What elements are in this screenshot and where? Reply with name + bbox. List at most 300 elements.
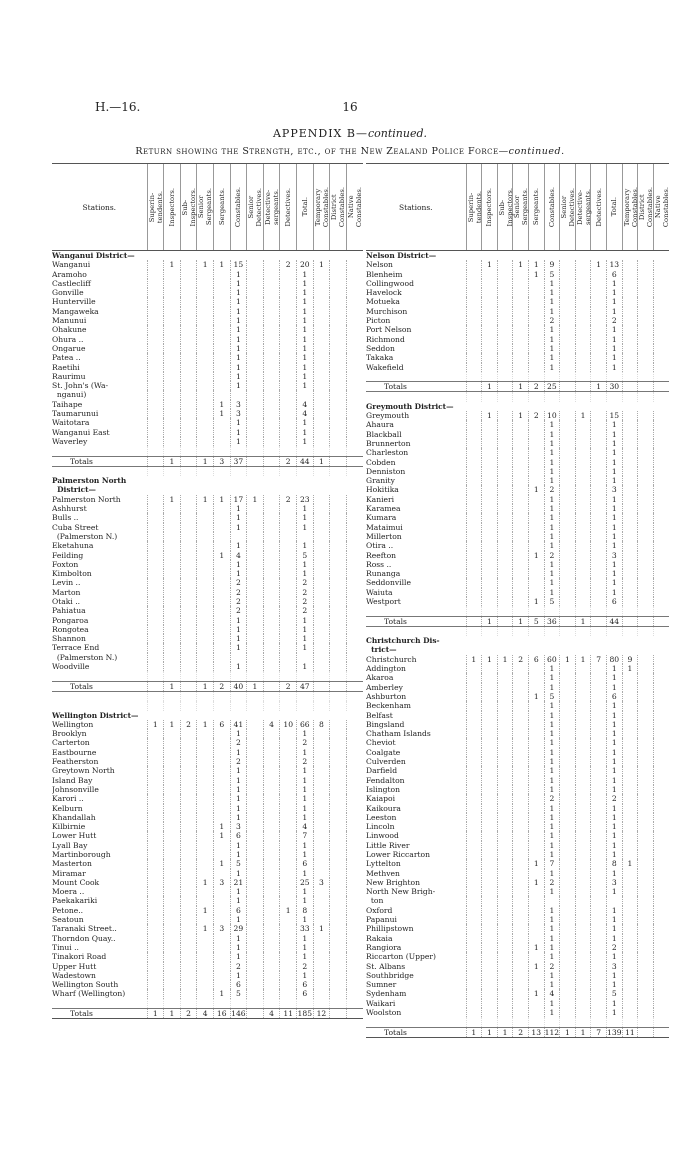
table-cell [607,392,623,402]
table-cell [247,260,264,269]
table-cell [622,934,638,943]
table-cell: 44 [297,456,314,466]
table-cell [180,437,197,446]
table-cell [560,878,576,887]
table-cell: 2 [213,681,230,691]
table-cell [213,428,230,437]
table-row [366,980,669,989]
table-cell [330,344,347,353]
column-header-label: Inspectors. [167,187,176,227]
table-cell [653,859,669,868]
table-cell [622,636,638,645]
table-row [52,915,363,924]
table-cell [247,776,264,785]
table-cell [164,606,181,615]
table-cell [280,625,297,634]
table-cell: 1 [230,643,247,652]
table-cell [263,729,280,738]
table-cell [280,504,297,513]
station-name: Culverden [366,757,406,767]
table-cell [313,896,330,905]
column-header-label: Total. [300,197,309,217]
table-cell [497,776,513,785]
table-cell: 1 [544,683,560,692]
table-cell [197,643,214,652]
table-cell [528,794,544,803]
table-cell [638,683,654,692]
table-cell [147,934,164,943]
table-row [52,335,363,344]
table-cell [313,390,330,399]
table-cell [147,906,164,915]
table-cell [213,934,230,943]
table-cell [263,906,280,915]
table-cell [591,288,607,297]
table-cell [280,428,297,437]
table-cell [513,363,529,372]
table-cell [575,720,591,729]
table-cell [180,316,197,325]
table-cell: 6 [607,270,623,279]
table-cell [653,606,669,616]
table-cell [560,504,576,513]
table-cell [482,372,498,382]
table-cell [180,446,197,456]
table-cell [330,720,347,729]
table-cell [653,279,669,288]
table-cell [346,822,363,831]
station-name: Ohura .. [52,334,84,344]
table-cell [297,671,314,681]
table-cell [197,597,214,606]
table-cell [247,597,264,606]
table-cell [197,616,214,625]
table-row [366,943,669,952]
table-cell [280,924,297,933]
table-cell [528,701,544,710]
station-name: Ongarue [52,343,86,353]
table-cell [482,476,498,485]
column-header [147,164,164,251]
table-cell [197,588,214,597]
table-cell: 5 [297,551,314,560]
table-cell [528,748,544,757]
table-cell [213,437,230,446]
table-cell [544,626,560,636]
table-cell [513,831,529,840]
table-cell [528,560,544,569]
table-cell: 3 [213,924,230,933]
table-cell [575,467,591,476]
table-cell [575,906,591,915]
table-cell [575,260,591,269]
table-cell [197,869,214,878]
table-cell [213,980,230,989]
table-cell [497,971,513,980]
table-cell: 1 [607,420,623,429]
table-cell [466,859,482,868]
table-cell [263,409,280,418]
table-cell: 13 [607,260,623,269]
table-cell [280,560,297,569]
table-cell [528,813,544,822]
column-header-label: Sergeants. [217,188,226,226]
table-cell [313,588,330,597]
station-name: Linwood [366,831,399,841]
station-name: Wharf (Wellington) [52,989,126,999]
table-cell [591,504,607,513]
table-cell: 1 [297,363,314,372]
table-cell [466,804,482,813]
column-header [653,164,669,251]
table-cell [638,279,654,288]
table-cell [280,643,297,652]
table-cell [263,989,280,998]
table-cell [147,495,164,504]
table-cell [513,523,529,532]
table-cell [346,606,363,615]
table-cell [147,813,164,822]
table-cell [591,541,607,550]
table-cell [164,850,181,859]
table-cell [213,671,230,681]
table-cell [653,841,669,850]
table-cell [497,738,513,747]
table-row [52,804,363,813]
table-cell [466,869,482,878]
table-cell [164,270,181,279]
table-cell [197,934,214,943]
table-cell: 1 [528,260,544,269]
table-cell [513,794,529,803]
table-cell [280,325,297,334]
table-cell: 21 [230,878,247,887]
table-cell [147,616,164,625]
station-name: Totals [52,456,147,466]
table-cell [638,999,654,1008]
table-cell [213,794,230,803]
table-cell [622,476,638,485]
table-cell [653,430,669,439]
table-cell [466,325,482,334]
table-cell: 40 [230,681,247,691]
table-cell [164,400,181,409]
table-row [52,297,363,306]
table-cell [164,831,181,840]
table-cell [513,962,529,971]
table-cell: 139 [607,1027,622,1037]
table-cell [513,532,529,541]
table-cell [513,439,529,448]
station-name: Rakaia [366,933,393,943]
table-cell [330,831,347,840]
table-cell [653,420,669,429]
table-cell [247,757,264,766]
table-cell [180,653,197,662]
table-cell: 1 [482,616,498,626]
table-cell: 1 [164,681,181,691]
table-cell [622,738,638,747]
table-cell [622,270,638,279]
table-cell [180,701,197,710]
table-row [52,353,363,362]
table-cell [280,307,297,316]
table-cell [560,560,576,569]
table-row [52,766,363,775]
table-cell: 1 [230,279,247,288]
station-name: Otaki .. [52,596,81,606]
table-cell [147,643,164,652]
table-cell [560,626,576,636]
table-cell [247,924,264,933]
table-cell [180,363,197,372]
table-cell [638,402,654,411]
table-cell: 1 [482,260,498,269]
table-cell [247,532,264,541]
table-cell [147,551,164,560]
table-cell: 1 [230,748,247,757]
table-cell [280,738,297,747]
table-cell [466,588,482,597]
table-cell [591,804,607,813]
table-cell [638,297,654,306]
table-cell [180,681,197,691]
table-cell [591,532,607,541]
station-name: Martinborough [52,850,111,859]
table-cell [247,279,264,288]
table-cell [560,683,576,692]
table-cell [180,495,197,504]
table-cell [638,1027,654,1037]
station-name: Wellington South [52,980,119,990]
table-cell [247,335,264,344]
table-cell [280,400,297,409]
table-cell [466,270,482,279]
table-cell [560,673,576,682]
column-header [622,164,638,251]
table-cell [653,523,669,532]
table-cell: 1 [607,776,623,785]
table-cell [513,673,529,682]
table-cell: 1 [247,681,264,691]
table-cell [482,943,498,952]
table-cell [528,664,544,673]
table-cell [622,448,638,457]
table-body [52,251,363,1019]
table-cell [180,372,197,381]
table-cell [560,597,576,606]
table-cell [560,813,576,822]
table-row [52,597,363,606]
table-cell: 1 [297,915,314,924]
table-cell [280,729,297,738]
table-cell [180,588,197,597]
table-cell [528,335,544,344]
table-cell [197,251,214,261]
station-name: Wellington [52,719,94,729]
table-cell [164,476,181,485]
table-cell [313,418,330,427]
table-cell [560,943,576,952]
table-row [52,325,363,334]
table-cell [482,906,498,915]
table-cell [622,915,638,924]
table-cell [528,588,544,597]
district-heading-row [52,711,363,720]
table-cell [560,859,576,868]
column-header-label: Stations. [82,202,117,212]
table-cell [622,420,638,429]
table-cell [313,466,330,476]
table-cell [560,606,576,616]
table-cell [528,906,544,915]
table-cell [466,353,482,362]
table-cell [528,316,544,325]
station-name: Manunui [52,316,87,326]
table-cell [482,952,498,961]
table-cell [466,711,482,720]
table-cell: 1 [297,887,314,896]
table-cell [466,962,482,971]
table-row [366,711,669,720]
table-cell [280,446,297,456]
table-cell [197,634,214,643]
table-cell [622,316,638,325]
table-cell: 1 [607,560,623,569]
station-name: Waverley [52,436,88,446]
table-cell [513,588,529,597]
table-row [366,606,669,616]
table-cell: 8 [297,906,314,915]
totals-row [52,681,363,691]
table-cell [147,671,164,681]
table-cell [346,850,363,859]
table-cell [313,560,330,569]
table-cell [466,551,482,560]
table-cell [263,804,280,813]
table-cell [466,934,482,943]
table-cell [180,606,197,615]
table-cell [466,251,482,261]
table-cell: 2 [180,720,197,729]
table-cell [560,307,576,316]
table-cell [653,372,669,382]
table-cell [591,430,607,439]
table-cell [247,962,264,971]
table-cell [591,335,607,344]
table-cell [591,915,607,924]
table-cell: 1 [607,934,623,943]
table-cell: 2 [280,681,297,691]
table-cell [466,578,482,587]
table-cell [528,952,544,961]
table-cell [497,887,513,896]
table-cell [638,485,654,494]
table-cell [653,578,669,587]
station-name: Islington [366,784,401,794]
table-cell [638,785,654,794]
table-cell: 1 [230,288,247,297]
table-cell [313,578,330,587]
table-cell [528,869,544,878]
table-cell [164,738,181,747]
table-cell [622,683,638,692]
table-cell [482,701,498,710]
table-cell [346,804,363,813]
table-cell [180,896,197,905]
table-cell [560,934,576,943]
table-row [52,409,363,418]
table-cell [653,692,669,701]
table-cell [560,720,576,729]
table-cell [653,915,669,924]
table-cell [164,428,181,437]
table-cell [213,523,230,532]
table-cell [466,344,482,353]
column-header [313,164,330,251]
table-cell [497,711,513,720]
table-cell: 1 [230,353,247,362]
table-cell [575,673,591,682]
table-cell [528,288,544,297]
table-cell: 1 [230,616,247,625]
table-cell [263,625,280,634]
table-cell [591,906,607,915]
table-cell [638,804,654,813]
table-cell [147,353,164,362]
station-name: Eastbourne [52,747,97,757]
table-cell [147,344,164,353]
table-cell [280,316,297,325]
table-cell [653,683,669,692]
table-cell [147,634,164,643]
table-cell [513,270,529,279]
table-cell [482,363,498,372]
table-cell [247,878,264,887]
table-cell: 1 [230,344,247,353]
table-cell [180,560,197,569]
table-cell: 1 [230,952,247,961]
table-cell: 1 [164,456,181,466]
table-cell [575,578,591,587]
table-cell [575,513,591,522]
table-cell [147,297,164,306]
table-cell [197,766,214,775]
table-cell: 6 [230,980,247,989]
table-cell [180,551,197,560]
station-name: Wellington District— [52,710,139,720]
table-cell [313,887,330,896]
table-cell [280,934,297,943]
table-cell [313,748,330,757]
table-cell [560,924,576,933]
table-cell [513,551,529,560]
table-cell [575,915,591,924]
table-row [52,560,363,569]
table-cell [622,869,638,878]
table-cell [575,392,591,402]
table-cell [528,297,544,306]
table-cell [147,251,164,261]
table-cell: 1 [544,664,560,673]
table-cell [638,353,654,362]
table-subtitle-suffix: continued. [508,146,565,157]
table-cell [482,692,498,701]
table-cell [147,766,164,775]
table-cell: 1 [544,841,560,850]
table-cell: 1 [544,729,560,738]
table-cell: 1 [313,924,330,933]
